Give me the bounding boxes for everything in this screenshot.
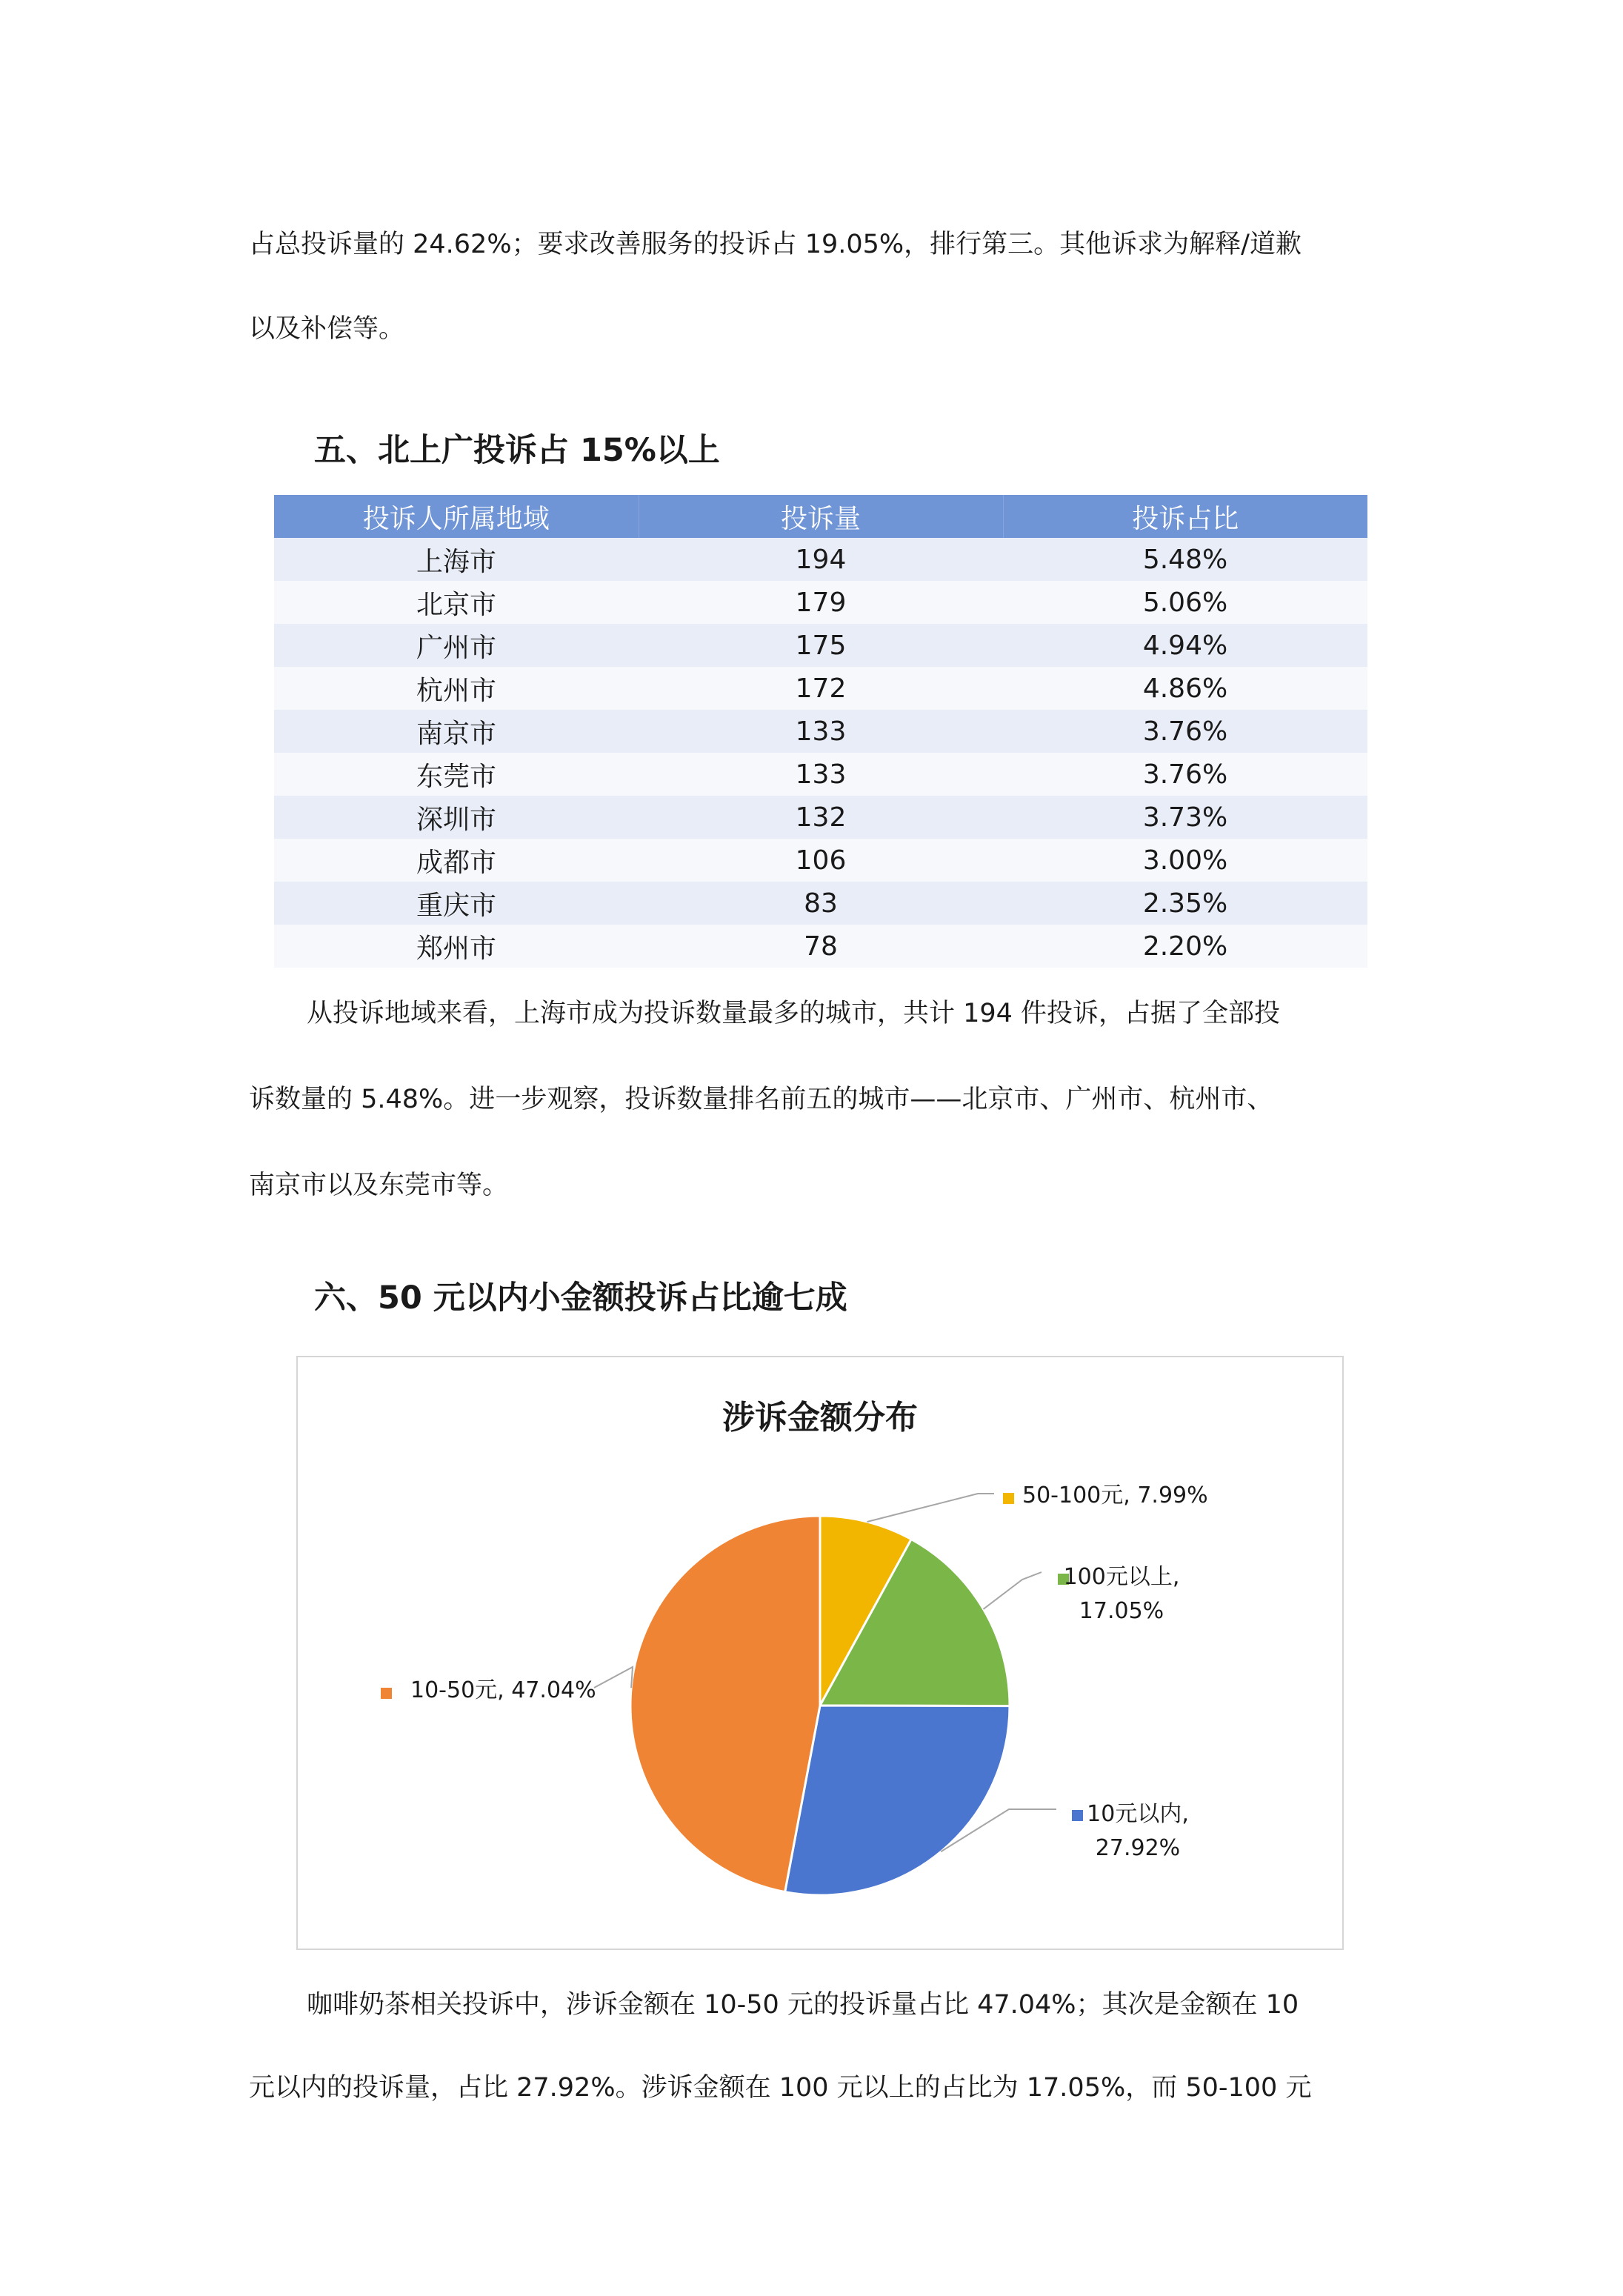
legend-marker <box>381 1688 392 1699</box>
cell-share: 5.06% <box>1003 581 1367 624</box>
leader-line <box>867 1494 994 1522</box>
table-row <box>274 882 1367 925</box>
pie-chart-svg <box>298 1357 1342 1949</box>
cell-count: 172 <box>639 667 1003 710</box>
table-row <box>274 624 1367 667</box>
table-row <box>274 796 1367 839</box>
cell-count: 133 <box>639 710 1003 753</box>
paragraph-amount-line-1: 咖啡奶茶相关投诉中，涉诉金额在 10-50 元的投诉量占比 47.04%；其次是金额在 10 <box>307 1990 1299 2020</box>
pie-slice <box>630 1516 820 1892</box>
cell-region: 广州市 <box>274 624 639 667</box>
cell-region: 上海市 <box>274 538 639 581</box>
cell-share: 3.00% <box>1003 839 1367 882</box>
table-row <box>274 581 1367 624</box>
cell-region: 北京市 <box>274 581 639 624</box>
data-label: 10元以内, 27.92% <box>1087 1801 1189 1861</box>
cell-count: 179 <box>639 581 1003 624</box>
region-complaint-table <box>274 495 1367 968</box>
chart-title: 涉诉金额分布 <box>722 1399 918 1437</box>
legend-marker <box>1003 1493 1014 1504</box>
cell-count: 133 <box>639 753 1003 796</box>
table-row <box>274 667 1367 710</box>
cell-count: 194 <box>639 538 1003 581</box>
paragraph-region-line-1: 从投诉地域来看，上海市成为投诉数量最多的城市，共计 194 件投诉，占据了全部投 <box>307 999 1281 1028</box>
amount-distribution-chart <box>296 1356 1344 1950</box>
data-label: 100元以上, 17.05% <box>1063 1564 1180 1624</box>
table-row <box>274 710 1367 753</box>
cell-share: 4.94% <box>1003 624 1367 667</box>
cell-region: 杭州市 <box>274 667 639 710</box>
cell-share: 3.73% <box>1003 796 1367 839</box>
cell-share: 3.76% <box>1003 710 1367 753</box>
cell-region: 成都市 <box>274 839 639 882</box>
column-header-share: 投诉占比 <box>1003 495 1367 538</box>
cell-region: 南京市 <box>274 710 639 753</box>
table-body <box>274 538 1367 968</box>
cell-region: 郑州市 <box>274 925 639 968</box>
leader-line <box>983 1572 1042 1609</box>
pie-slice <box>785 1706 1010 1895</box>
cell-share: 4.86% <box>1003 667 1367 710</box>
cell-region: 东莞市 <box>274 753 639 796</box>
paragraph-intro-line-1: 占总投诉量的 24.62%；要求改善服务的投诉占 19.05%，排行第三。其他诉求为解释/道歉 <box>249 230 1302 259</box>
legend-marker <box>1072 1810 1083 1821</box>
paragraph-region-line-3: 南京市以及东莞市等。 <box>249 1171 509 1200</box>
cell-share: 3.76% <box>1003 753 1367 796</box>
cell-share: 2.35% <box>1003 882 1367 925</box>
column-header-count: 投诉量 <box>639 495 1003 538</box>
cell-region: 重庆市 <box>274 882 639 925</box>
table-header-row <box>274 495 1367 538</box>
column-header-region: 投诉人所属地域 <box>274 495 639 538</box>
cell-region: 深圳市 <box>274 796 639 839</box>
cell-count: 83 <box>639 882 1003 925</box>
cell-share: 5.48% <box>1003 538 1367 581</box>
paragraph-region-line-2: 诉数量的 5.48%。进一步观察，投诉数量排名前五的城市——北京市、广州市、杭州市、 <box>249 1085 1273 1114</box>
data-label: 50-100元, 7.99% <box>1022 1483 1208 1508</box>
table-row <box>274 839 1367 882</box>
leader-line <box>594 1667 633 1688</box>
section-5-heading: 五、北上广投诉占 15%以上 <box>314 432 720 469</box>
table-row <box>274 753 1367 796</box>
table-row <box>274 538 1367 581</box>
cell-count: 175 <box>639 624 1003 667</box>
cell-count: 78 <box>639 925 1003 968</box>
data-label: 10-50元, 47.04% <box>410 1677 596 1703</box>
pie-slices <box>630 1516 1010 1895</box>
table-row <box>274 925 1367 968</box>
paragraph-intro-line-2: 以及补偿等。 <box>249 314 405 344</box>
section-6-heading: 六、50 元以内小金额投诉占比逾七成 <box>314 1280 847 1317</box>
cell-count: 132 <box>639 796 1003 839</box>
cell-share: 2.20% <box>1003 925 1367 968</box>
cell-count: 106 <box>639 839 1003 882</box>
paragraph-amount-line-2: 元以内的投诉量，占比 27.92%。涉诉金额在 100 元以上的占比为 17.05%，而 50-100 元 <box>249 2073 1312 2103</box>
